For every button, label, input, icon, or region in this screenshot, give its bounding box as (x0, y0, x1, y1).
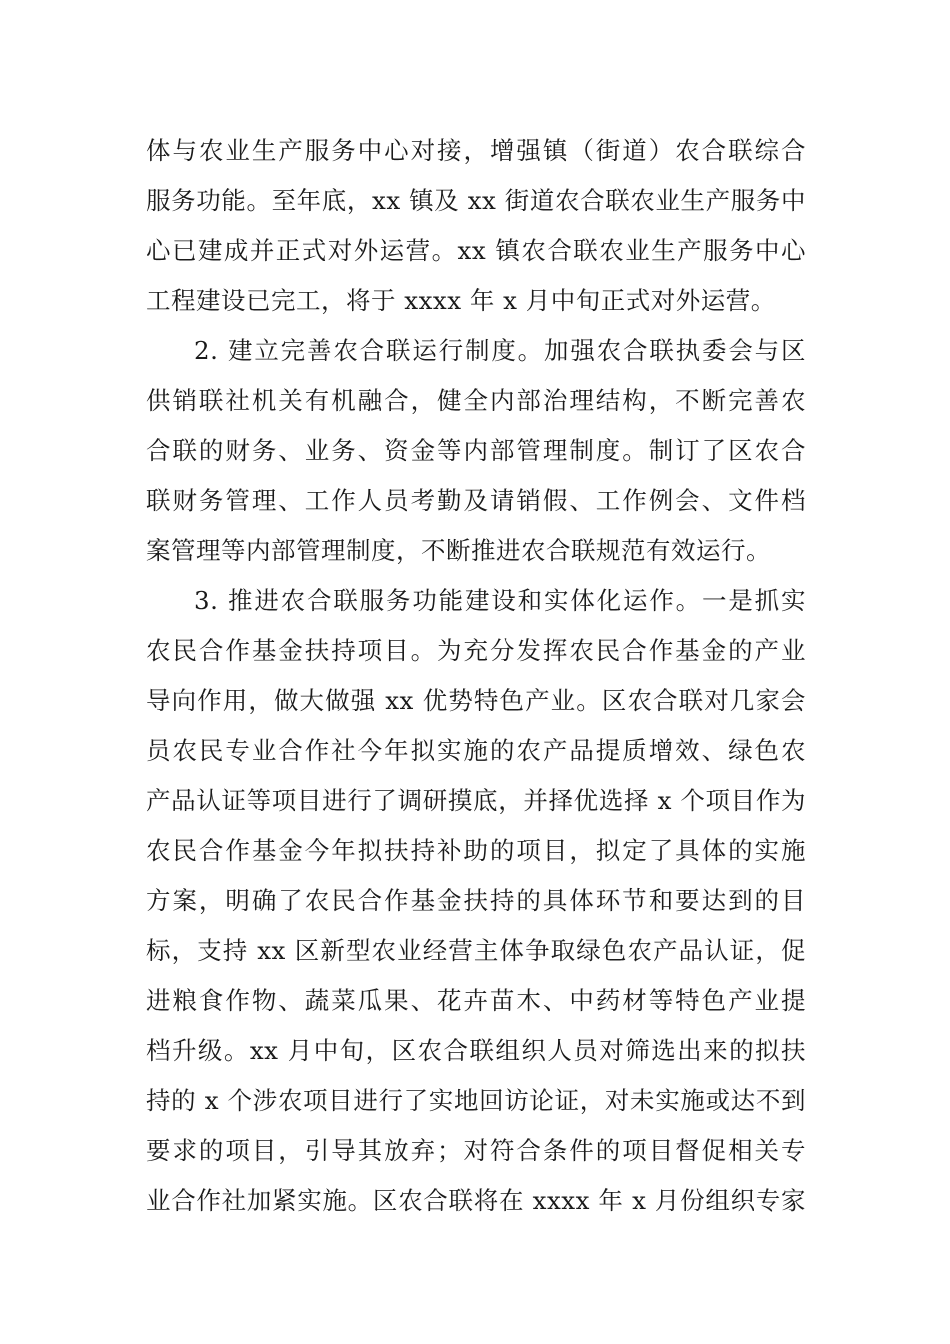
text-line: 产品认证等项目进行了调研摸底，并择优选择 x 个项目作为 (146, 786, 806, 815)
text-line: 要求的项目，引导其放弃；对符合条件的项目督促相关专 (146, 1136, 806, 1165)
text-line: 员农民专业合作社今年拟实施的农产品提质增效、绿色农 (146, 736, 806, 765)
text-line: 农民合作基金今年拟扶持补助的项目，拟定了具体的实施 (146, 836, 806, 865)
text-line: 方案，明确了农民合作基金扶持的具体环节和要达到的目 (146, 886, 806, 915)
text-line: 服务功能。至年底，xx 镇及 xx 街道农合联农业生产服务中 (146, 186, 806, 215)
text-line: 业合作社加紧实施。区农合联将在 xxxx 年 x 月份组织专家 (146, 1186, 806, 1215)
text-line: 农民合作基金扶持项目。为充分发挥农民合作基金的产业 (146, 636, 806, 665)
text-line: 持的 x 个涉农项目进行了实地回访论证，对未实施或达不到 (146, 1086, 806, 1115)
text-line: 档升级。xx 月中旬，区农合联组织人员对筛选出来的拟扶 (146, 1036, 806, 1065)
document-body (146, 126, 806, 1226)
text-line: 案管理等内部管理制度，不断推进农合联规范有效运行。 (146, 536, 771, 565)
text-line: 进粮食作物、蔬菜瓜果、花卉苗木、中药材等特色产业提 (146, 986, 806, 1015)
text-line: 2. 建立完善农合联运行制度。加强农合联执委会与区 (194, 336, 806, 365)
text-line: 导向作用，做大做强 xx 优势特色产业。区农合联对几家会 (146, 686, 806, 715)
text-line: 标，支持 xx 区新型农业经营主体争取绿色农产品认证，促 (146, 936, 806, 965)
text-line: 合联的财务、业务、资金等内部管理制度。制订了区农合 (146, 436, 806, 465)
text-line: 联财务管理、工作人员考勤及请销假、工作例会、文件档 (146, 486, 806, 515)
text-line: 心已建成并正式对外运营。xx 镇农合联农业生产服务中心 (146, 236, 806, 265)
text-line: 工程建设已完工，将于 xxxx 年 x 月中旬正式对外运营。 (146, 286, 776, 315)
text-line: 3. 推进农合联服务功能建设和实体化运作。一是抓实 (194, 586, 806, 615)
text-line: 体与农业生产服务中心对接，增强镇（街道）农合联综合 (146, 136, 806, 165)
text-line: 供销联社机关有机融合，健全内部治理结构，不断完善农 (146, 386, 806, 415)
